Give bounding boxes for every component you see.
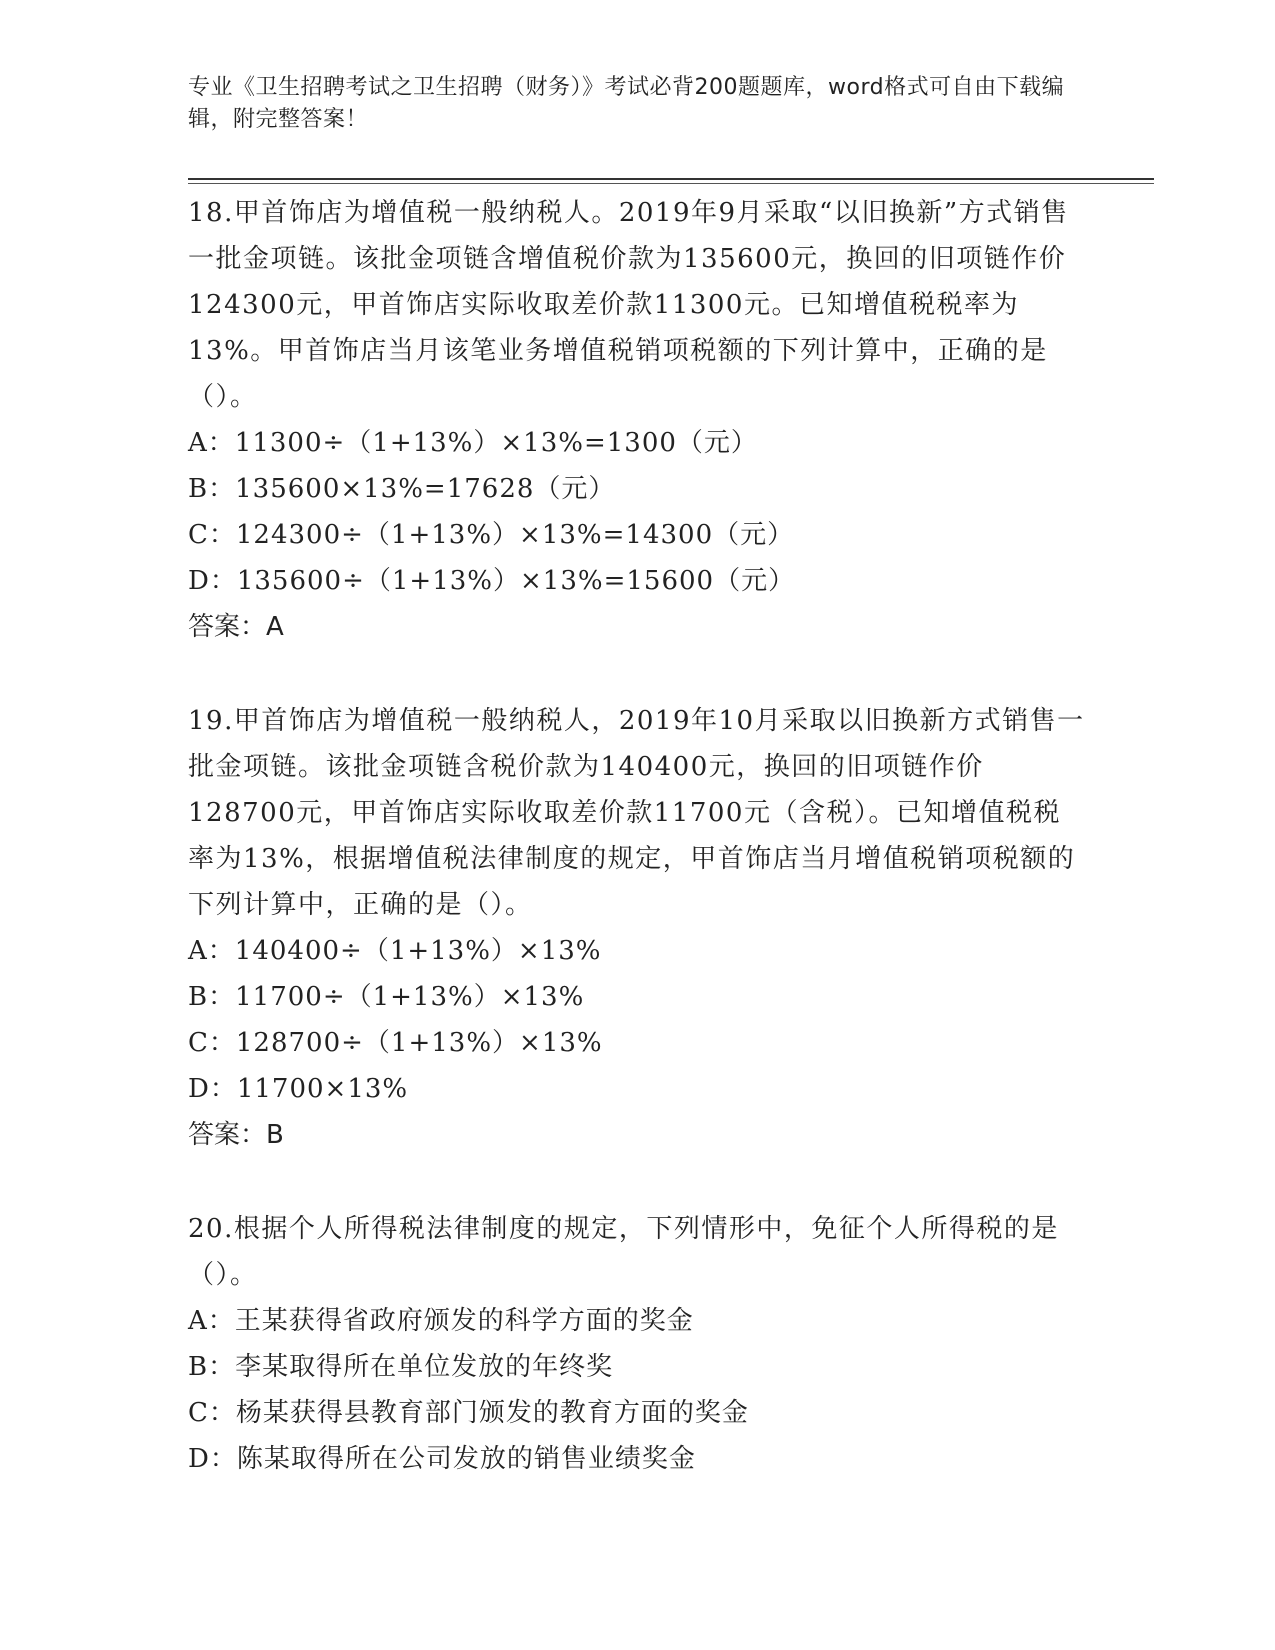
question-19 (188, 698, 1088, 1158)
answer-label: 答案：B (188, 1120, 284, 1150)
option-b: B：11700÷（1+13%）×13% (188, 982, 585, 1012)
option-c: C：124300÷（1+13%）×13%=14300（元） (188, 520, 795, 550)
option-c: C：128700÷（1+13%）×13% (188, 1028, 603, 1058)
option-b: B：李某取得所在单位发放的年终奖 (188, 1352, 614, 1382)
option-a: A：王某获得省政府颁发的科学方面的奖金 (188, 1306, 694, 1336)
option-a: A：11300÷（1+13%）×13%=1300（元） (188, 428, 758, 458)
option-a: A：140400÷（1+13%）×13% (188, 936, 602, 966)
option-d: D：11700×13% (188, 1074, 409, 1104)
document-header: 专业《卫生招聘考试之卫生招聘（财务）》考试必背200题题库，word格式可自由下载编辑，附完整答案！ (188, 75, 1065, 132)
option-c: C：杨某获得县教育部门颁发的教育方面的奖金 (188, 1398, 749, 1428)
option-d: D：135600÷（1+13%）×13%=15600（元） (188, 566, 796, 596)
answer-label: 答案：A (188, 612, 284, 642)
question-stem: 19.甲首饰店为增值税一般纳税人，2019年10月采取以旧换新方式销售一批金项链。该批金项链含税价款为140400元，换回的旧项链作价128700元，甲首饰店实际收取差价款11700元（含税）。已知增值税税率为13%，根据增值税法律制度的规定，甲首饰店当月增值税销项税额的下列计算中，正确的是（）。 (188, 706, 1085, 920)
header-divider-thick (188, 178, 1154, 180)
question-list (188, 190, 1088, 1530)
header-divider-thin (188, 183, 1154, 184)
option-d: D：陈某取得所在公司发放的销售业绩奖金 (188, 1444, 696, 1474)
question-stem: 18.甲首饰店为增值税一般纳税人。2019年9月采取“以旧换新”方式销售一批金项链。该批金项链含增值税价款为135600元，换回的旧项链作价124300元，甲首饰店实际收取差价款11300元。已知增值税税率为13%。甲首饰店当月该笔业务增值税销项税额的下列计算中，正确的是（）。 (188, 198, 1069, 412)
question-18 (188, 190, 1088, 650)
question-stem: 20.根据个人所得税法律制度的规定，下列情形中，免征个人所得税的是（）。 (188, 1214, 1059, 1290)
option-b: B：135600×13%=17628（元） (188, 474, 616, 504)
question-20 (188, 1206, 1088, 1482)
